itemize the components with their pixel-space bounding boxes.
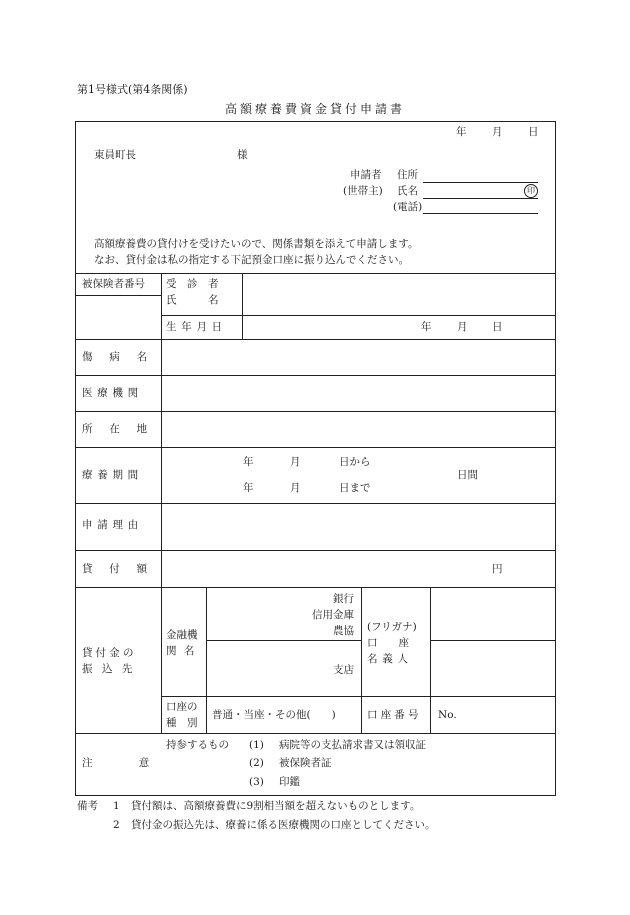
- honorific: 様: [237, 149, 248, 161]
- bring-item-3-number: (3): [249, 776, 264, 788]
- period-days: 日間: [457, 469, 478, 481]
- form-number: 第1号様式(第4条関係): [77, 83, 188, 96]
- birth-year: 年: [421, 321, 432, 333]
- account-type-options[interactable]: 普通・当座・その他( ): [212, 709, 336, 721]
- period-from-year: 年: [243, 456, 254, 468]
- date-month: 月: [492, 126, 503, 138]
- patient-name-label-2: 氏 名: [166, 294, 219, 306]
- period-from-day: 日から: [339, 456, 371, 468]
- insured-number-label: 被保険者番号: [82, 278, 145, 290]
- statement-line-1: 高額療養費の貸付けを受けたいので、関係書類を添えて申請します。: [94, 238, 419, 250]
- birth-month: 月: [457, 321, 468, 333]
- bring-item-3: 印鑑: [279, 776, 300, 788]
- account-type-label-2: 種 別: [166, 717, 198, 729]
- form-title: 高額療養費資金貸付申請書: [224, 102, 405, 116]
- account-type-label-1: 口座の: [166, 701, 198, 713]
- location-field[interactable]: [162, 412, 555, 447]
- householder-label: (世帯主): [343, 185, 383, 197]
- period-from-month: 月: [290, 456, 301, 468]
- period-to-year: 年: [243, 482, 254, 494]
- furigana-label: (フリガナ): [367, 621, 417, 633]
- insured-number-field[interactable]: [76, 296, 161, 339]
- remark-1: 貸付額は、高額療養費に9割相当額を超えないものとします。: [131, 800, 421, 812]
- addressee: 東員町長: [94, 149, 136, 161]
- address-label: 住所: [397, 169, 418, 181]
- account-holder-label-1: 口 座: [367, 637, 409, 649]
- name-label: 氏名: [397, 185, 418, 197]
- period-to-day: 日まで: [339, 482, 371, 494]
- branch-field[interactable]: [207, 641, 317, 696]
- medical-institution-label: 医療機関: [82, 387, 143, 399]
- transfer-destination-label-1: 貸付金の: [82, 647, 137, 659]
- treatment-period-label: 療養期間: [82, 469, 143, 481]
- injury-label: 傷病名: [82, 351, 164, 363]
- account-holder-field[interactable]: [431, 641, 555, 696]
- financial-institution-label-2: 関名: [166, 645, 202, 657]
- date-year: 年: [456, 126, 467, 138]
- remark-2: 貸付金の振込先は、療養に係る医療機関の口座としてください。: [131, 819, 436, 831]
- bring-items-label: 持参するもの: [166, 739, 229, 751]
- seal-mark: 印: [524, 184, 538, 198]
- loan-amount-label: 貸付額: [82, 563, 164, 575]
- reason-label: 申請理由: [82, 519, 143, 531]
- remarks-label: 備考: [77, 800, 98, 812]
- remark-2-number: 2: [113, 819, 120, 831]
- financial-institution-label-1: 金融機: [166, 629, 198, 641]
- phone-field[interactable]: [423, 213, 538, 214]
- branch-label: 支店: [333, 664, 354, 676]
- reason-field[interactable]: [162, 504, 555, 550]
- transfer-destination-label-2: 振込先: [82, 663, 142, 675]
- medical-institution-field[interactable]: [162, 376, 555, 411]
- period-to-month: 月: [290, 482, 301, 494]
- account-number-field[interactable]: No.: [438, 709, 457, 721]
- account-holder-label-2: 名義人: [367, 653, 413, 665]
- injury-field[interactable]: [162, 340, 555, 375]
- remark-1-number: 1: [113, 800, 120, 812]
- bring-item-1-number: (1): [249, 739, 264, 751]
- birth-date-label: 生年月日: [166, 321, 227, 333]
- address-field[interactable]: [423, 182, 538, 183]
- phone-label: (電話): [393, 201, 423, 213]
- bank-type-shinkin: 信用金庫: [312, 609, 354, 621]
- account-number-label: 口座番号: [367, 709, 422, 721]
- patient-name-field[interactable]: [243, 274, 555, 315]
- bank-type-bank: 銀行: [333, 593, 354, 605]
- bank-type-nokyo: 農協: [333, 625, 354, 637]
- furigana-field[interactable]: [431, 588, 555, 640]
- name-field[interactable]: [423, 198, 538, 199]
- applicant-label: 申請者: [350, 169, 382, 181]
- financial-institution-field[interactable]: [207, 588, 307, 640]
- notes-label: 注意: [82, 757, 196, 769]
- date-day: 日: [528, 126, 539, 138]
- location-label: 所在地: [82, 423, 164, 435]
- patient-name-label-1: 受 診 者: [166, 278, 219, 290]
- statement-line-2: なお、貸付金は私の指定する下記預金口座に振り込んでください。: [94, 254, 409, 266]
- bring-item-2: 被保険者証: [279, 757, 332, 769]
- bring-item-1: 病院等の支払請求書又は領収証: [279, 739, 426, 751]
- yen-unit: 円: [492, 563, 503, 575]
- birth-day: 日: [492, 321, 503, 333]
- bring-item-2-number: (2): [249, 757, 264, 769]
